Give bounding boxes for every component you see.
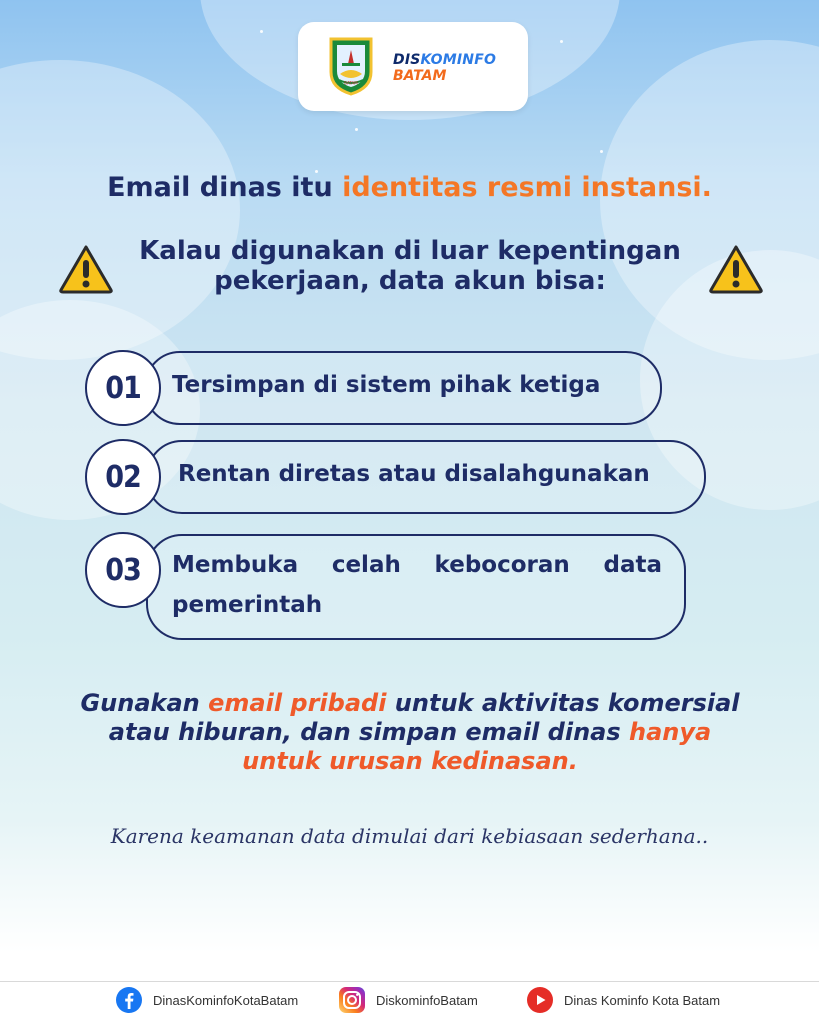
list-item-number: 02 — [85, 439, 161, 515]
batam-crest-icon — [328, 36, 374, 96]
social-facebook[interactable] — [115, 985, 298, 1015]
sparkle — [260, 30, 263, 33]
social-label: DiskominfoBatam — [376, 992, 478, 1008]
sparkle — [560, 40, 563, 43]
warning-icon — [708, 244, 764, 294]
list-item-text: Tersimpan di sistem pihak ketiga — [172, 372, 601, 398]
list-item-text: Membuka celah kebocoran data pemerintah — [172, 552, 662, 618]
headline-highlight: identitas resmi instansi. — [342, 172, 712, 203]
brand-dis: DIS — [393, 52, 421, 68]
list-item-number: 01 — [85, 350, 161, 426]
logo-card — [298, 22, 528, 111]
advice-part1: Gunakan — [80, 689, 209, 717]
list-item-number: 03 — [85, 532, 161, 608]
advice-text — [80, 689, 740, 776]
subhead-line2: pekerjaan, data akun bisa: — [214, 266, 606, 296]
sparkle — [600, 150, 603, 153]
headline-prefix: Email dinas itu — [107, 172, 343, 203]
brand-name — [393, 52, 496, 84]
advice-highlight1: email pribadi — [208, 689, 387, 717]
crest-label: BATAM — [344, 80, 358, 86]
footer-divider — [0, 981, 819, 982]
list-item-text: Rentan diretas atau disalahgunakan — [178, 461, 650, 487]
social-youtube[interactable] — [526, 985, 720, 1015]
advice-part2: untuk aktivitas komersial atau hiburan, dan simpan email dinas — [108, 689, 740, 746]
social-label: Dinas Kominfo Kota Batam — [564, 992, 721, 1008]
page-headline — [0, 172, 819, 203]
advice-highlight2: hanya untuk urusan kedinasan. — [242, 718, 712, 775]
brand-kominfo: KOMINFO — [420, 52, 497, 68]
subhead-line1: Kalau digunakan di luar kepentingan — [139, 236, 681, 266]
warning-icon — [58, 244, 114, 294]
facebook-icon — [115, 986, 143, 1014]
sparkle — [355, 128, 358, 131]
brand-batam: BATAM — [393, 68, 447, 84]
social-instagram[interactable] — [338, 985, 478, 1015]
warning-subheading — [110, 236, 710, 296]
social-label: DinasKominfoKotaBatam — [153, 992, 299, 1008]
youtube-icon — [526, 986, 554, 1014]
closing-tagline: Karena keamanan data dimulai dari kebiasaan sederhana.. — [110, 824, 709, 848]
instagram-icon — [338, 986, 366, 1014]
